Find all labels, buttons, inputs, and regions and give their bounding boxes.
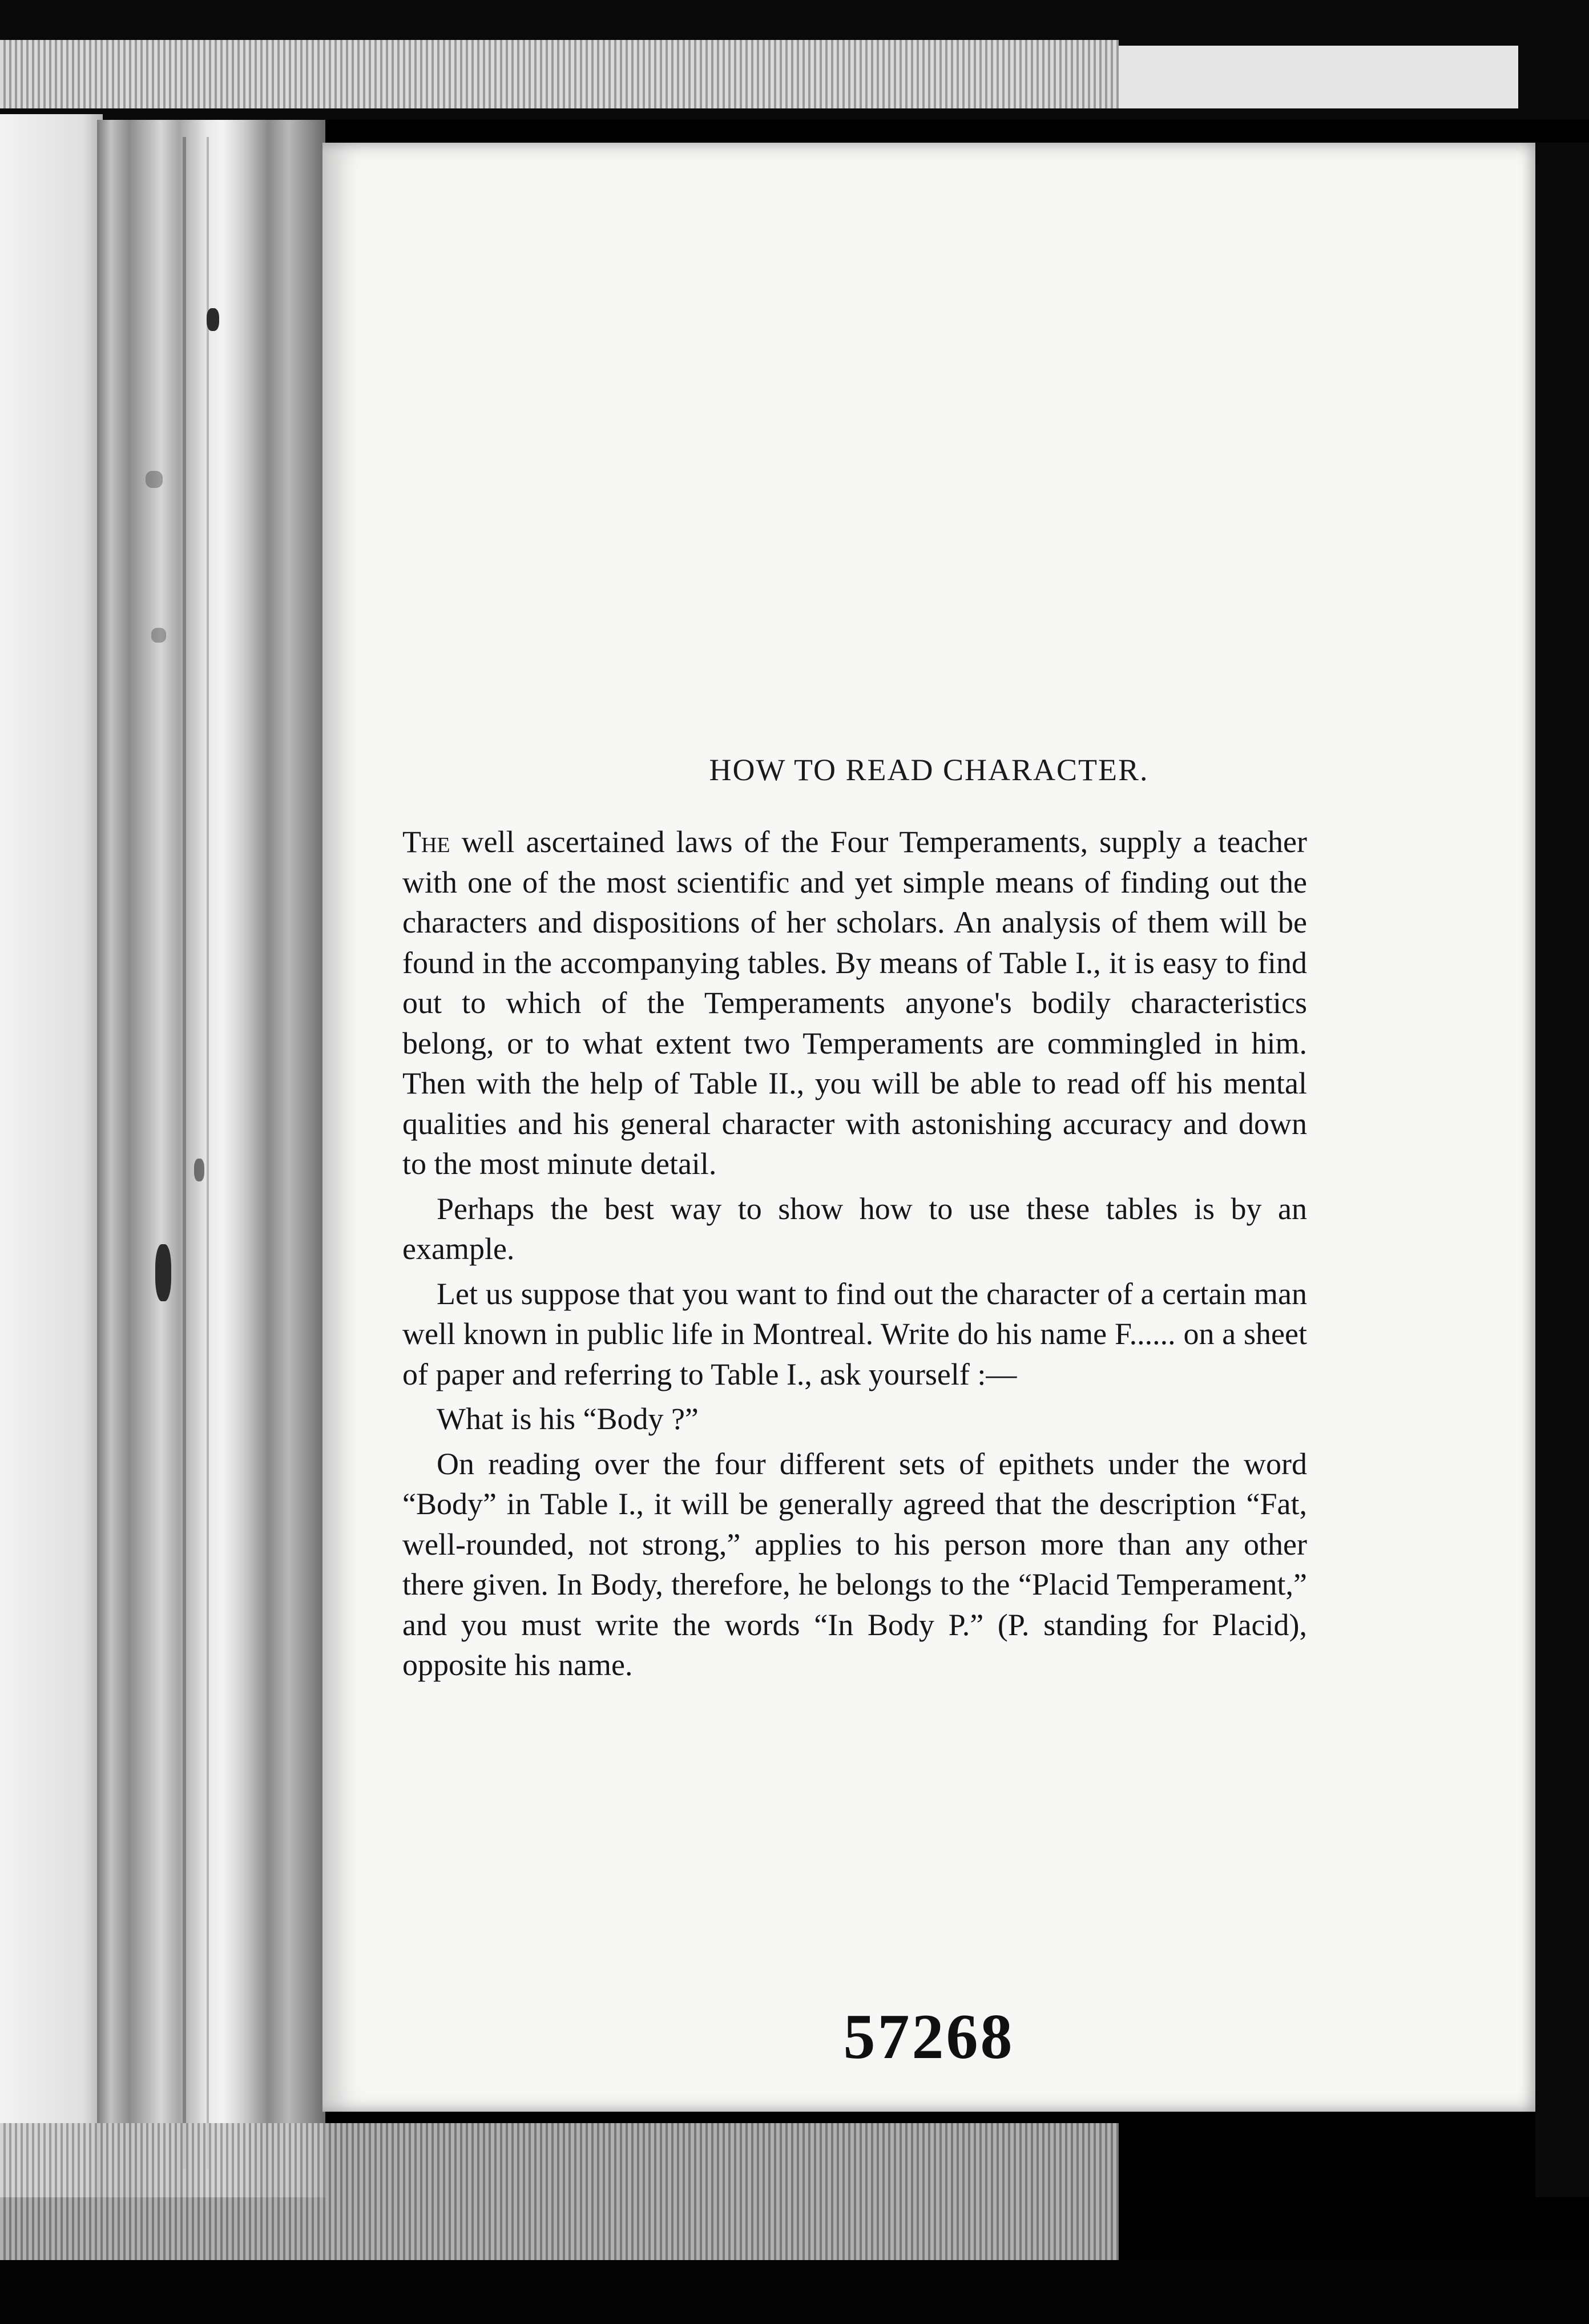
paragraph: Let us suppose that you want to find out the character of a certain man well known in public life in Montreal. Write do his name F...... on a sheet of paper and referring to Table I., ask yourself :—: [402, 1276, 1307, 1391]
facing-page-edge: [0, 114, 103, 2197]
book-page: [322, 143, 1535, 2112]
spine-blemish: [194, 1159, 204, 1181]
book-spine: [97, 120, 325, 2197]
spine-blemish: [146, 471, 163, 488]
paragraph-lead-word: The: [402, 825, 450, 859]
paragraph: On reading over the four different sets of epithets under the word “Body” in Table I., it will be generally agreed that the description “Fat, well-rounded, not strong,” applies to his person more than any other there given. In Body, therefore, he belongs to the “Placid Temperament,” and you must write the words “In Body P.” (P. standing for Placid), opposite his name.: [402, 1446, 1307, 1682]
paragraph: [402, 822, 1307, 1184]
paragraph: What is his “Body ?”: [437, 1402, 699, 1436]
spine-crease: [207, 137, 209, 2169]
scan-border-bottom: [0, 2260, 1589, 2324]
binding-cloth-top: [0, 40, 1119, 108]
page-title: HOW TO READ CHARACTER.: [709, 753, 1149, 787]
spine-blemish: [207, 308, 219, 331]
paragraph: Perhaps the best way to show how to use these tables is by an example.: [402, 1191, 1307, 1266]
scan-border-right: [1535, 143, 1589, 2197]
binding-strip-top: [1119, 46, 1518, 108]
spine-blemish: [151, 628, 166, 643]
binding-cloth-bottom: [0, 2123, 1119, 2260]
body-text: [402, 822, 1307, 1690]
paragraph-text: well ascertained laws of the Four Temperaments, supply a teacher with one of the most scientific and yet simple means of finding out the characters and dispositions of her scholars. An analysis of them will be found in the accompanying tables. By means of Table I., it is easy to find out to which of the Temperaments anyone's bodily characteristics belong, or to what extent two Temperaments are commingled in him. Then with the help of Table II., you will be able to read off his mental qualities and his general character with astonishing accuracy and down to the most minute detail.: [402, 825, 1307, 1181]
spine-crease: [183, 137, 186, 2169]
catalog-number: 57268: [843, 2002, 1015, 2072]
spine-blemish: [155, 1244, 171, 1301]
